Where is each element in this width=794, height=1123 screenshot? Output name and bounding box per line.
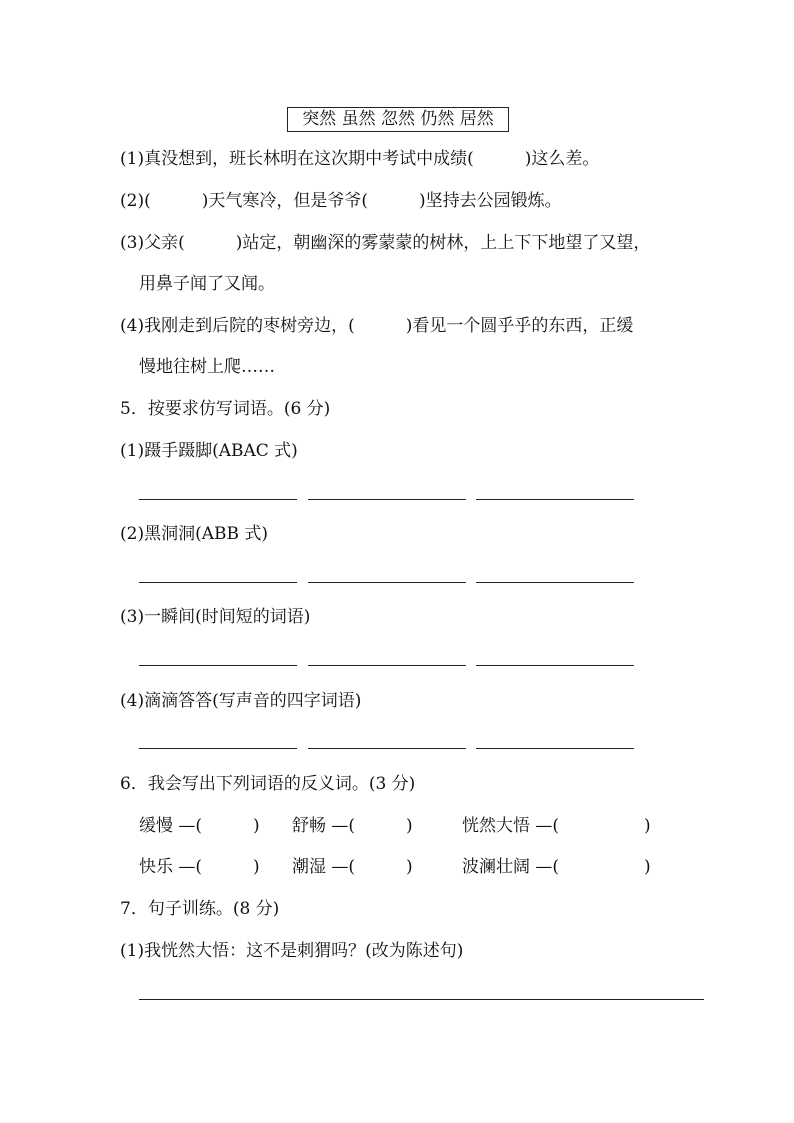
q4-sentence-3a: (3)父亲( )站定，朝幽深的雾蒙蒙的树林，上上下下地望了又望， — [120, 233, 651, 253]
answer-line[interactable] — [139, 748, 297, 749]
answer-line[interactable] — [139, 582, 297, 583]
antonym-item[interactable]: 缓慢 —( ) — [139, 816, 260, 836]
answer-line[interactable] — [139, 665, 297, 666]
antonym-item[interactable]: 波澜壮阔 —( ) — [462, 857, 651, 877]
antonym-item[interactable]: 潮湿 —( ) — [292, 857, 413, 877]
q6-heading: 6．我会写出下列词语的反义词。(3 分) — [120, 774, 416, 794]
answer-line[interactable] — [476, 748, 634, 749]
answer-line[interactable] — [308, 748, 466, 749]
answer-line[interactable] — [308, 499, 466, 500]
q4-sentence-3b: 用鼻子闻了又闻。 — [139, 274, 275, 294]
q5-heading: 5．按要求仿写词语。(6 分) — [120, 399, 331, 419]
antonym-item[interactable]: 舒畅 —( ) — [292, 816, 413, 836]
q5-item-1: (1)蹑手蹑脚(ABAC 式) — [120, 441, 298, 461]
q4-sentence-1: (1)真没想到，班长林明在这次期中考试中成绩( )这么差。 — [120, 149, 600, 169]
answer-line[interactable] — [308, 582, 466, 583]
q4-sentence-4a: (4)我刚走到后院的枣树旁边，( )看见一个圆乎乎的东西，正缓 — [120, 316, 634, 336]
antonym-item[interactable]: 恍然大悟 —( ) — [462, 816, 651, 836]
antonym-item[interactable]: 快乐 —( ) — [139, 857, 260, 877]
answer-line[interactable] — [139, 499, 297, 500]
q5-item-2: (2)黑洞洞(ABB 式) — [120, 524, 269, 544]
q5-item-4: (4)滴滴答答(写声音的四字词语) — [120, 691, 362, 711]
answer-line[interactable] — [476, 499, 634, 500]
answer-line[interactable] — [476, 665, 634, 666]
q4-sentence-4b: 慢地往树上爬…… — [139, 357, 275, 377]
q5-item-3: (3)一瞬间(时间短的词语) — [120, 607, 311, 627]
word-bank-box: 突然 虽然 忽然 仍然 居然 — [287, 107, 509, 132]
answer-line[interactable] — [139, 999, 704, 1000]
answer-line[interactable] — [476, 582, 634, 583]
answer-line[interactable] — [308, 665, 466, 666]
q7-heading: 7．句子训练。(8 分) — [120, 899, 280, 919]
q4-sentence-2: (2)( )天气寒冷，但是爷爷( )坚持去公园锻炼。 — [120, 191, 562, 211]
q7-item-1: (1)我恍然大悟：这不是刺猬吗？(改为陈述句) — [120, 941, 464, 961]
